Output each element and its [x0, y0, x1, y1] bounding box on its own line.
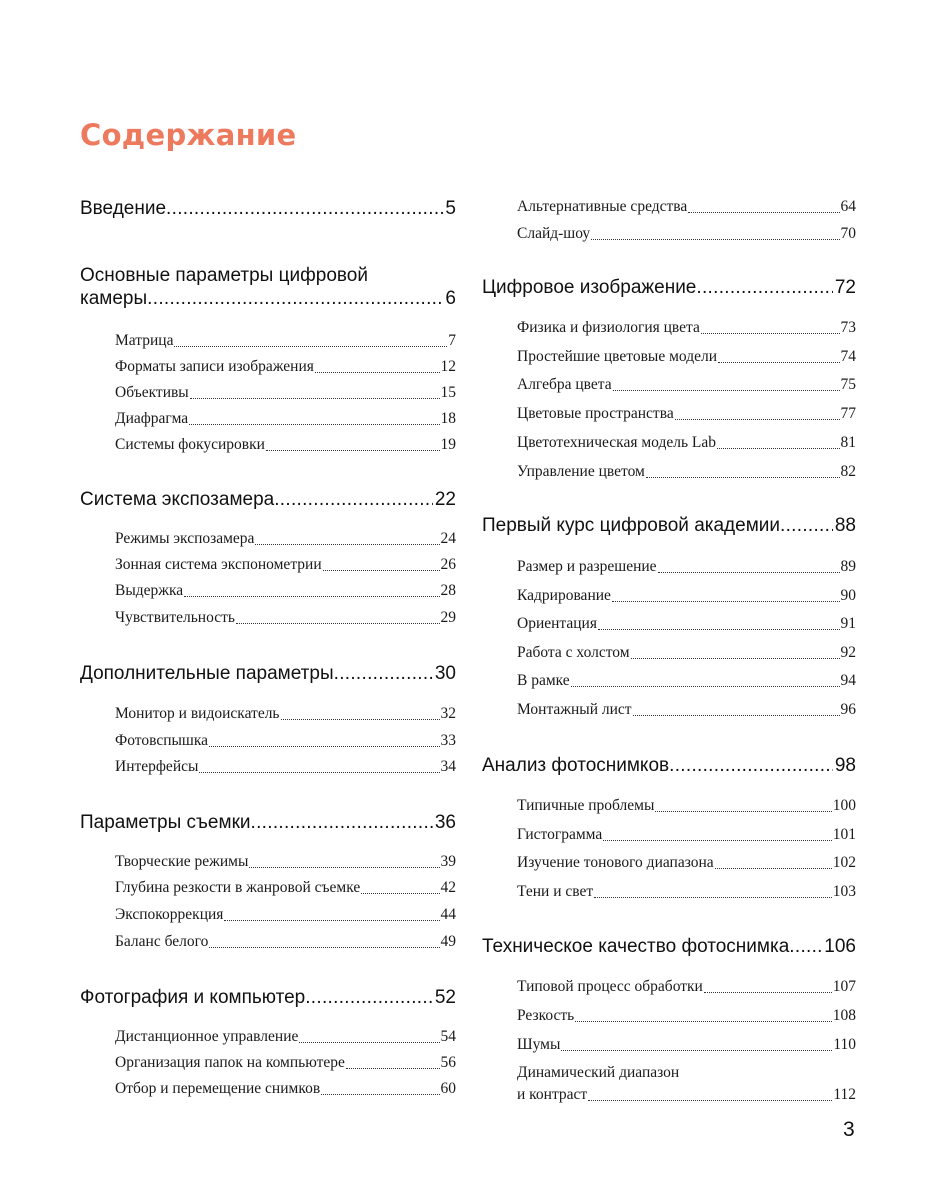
toc-item[interactable] [115, 555, 456, 575]
toc-item[interactable] [517, 643, 856, 663]
item-title: Ориентация [517, 615, 597, 632]
dot-leader [688, 197, 839, 217]
item-page: 15 [440, 384, 456, 401]
item-page: 19 [440, 436, 456, 453]
toc-item[interactable] [517, 796, 856, 816]
dot-leader [251, 811, 433, 834]
item-page: 94 [840, 672, 856, 689]
toc-item[interactable] [517, 586, 856, 606]
item-page: 90 [840, 587, 856, 604]
item-page: 110 [833, 1036, 856, 1053]
item-title: Работа с холстом [517, 644, 630, 661]
item-page: 91 [840, 615, 856, 632]
dot-leader [594, 882, 832, 902]
dot-leader [305, 986, 433, 1009]
chapter-page: 72 [834, 277, 856, 298]
dot-leader [704, 977, 832, 997]
dot-leader [575, 1006, 832, 1026]
toc-item[interactable] [115, 529, 456, 549]
item-page: 28 [440, 582, 456, 599]
item-title: Простейшие цветовые модели [517, 348, 718, 365]
toc-item[interactable] [115, 878, 456, 898]
toc-chapter[interactable] [80, 488, 456, 511]
item-page: 60 [440, 1080, 456, 1097]
chapter-title: Параметры съемки [80, 812, 251, 833]
chapter-title: Первый курс цифровой академии [482, 515, 780, 536]
toc-item[interactable] [517, 462, 856, 482]
chapter-page: 6 [445, 288, 456, 309]
item-page: 26 [440, 556, 456, 573]
item-page: 89 [840, 558, 856, 575]
toc-item[interactable] [517, 347, 856, 367]
dot-leader [281, 704, 440, 724]
page-title: Содержание [80, 118, 297, 152]
item-page: 107 [832, 978, 856, 995]
chapter-title: Техническое качество фотоснимка [482, 936, 790, 957]
chapter-title-line: Основные параметры цифровой [80, 265, 368, 286]
dot-leader [189, 409, 439, 429]
dot-leader [655, 796, 831, 816]
item-title: Матрица [115, 332, 174, 349]
toc-chapter[interactable] [80, 197, 456, 220]
dot-leader [588, 1085, 832, 1105]
dot-leader [255, 529, 439, 549]
chapter-title: Введение [80, 198, 167, 219]
dot-leader [789, 935, 822, 958]
toc-chapter[interactable] [482, 754, 856, 777]
item-title: Выдержка [115, 582, 184, 599]
item-title: Физика и физиология цвета [517, 319, 700, 336]
toc-chapter[interactable] [80, 662, 456, 685]
toc-item[interactable] [517, 825, 856, 845]
toc-item[interactable] [517, 671, 856, 691]
toc-item[interactable] [115, 932, 456, 952]
chapter-page: 30 [434, 663, 456, 684]
toc-item[interactable] [517, 853, 856, 873]
item-title: Шумы [517, 1036, 561, 1053]
item-page: 81 [840, 434, 856, 451]
item-page: 75 [840, 376, 856, 393]
item-title: Изучение тонового диапазона [517, 854, 714, 871]
toc-item[interactable] [517, 1006, 856, 1026]
dot-leader [346, 1053, 440, 1073]
item-page: 44 [440, 906, 456, 923]
chapter-page: 5 [445, 198, 456, 219]
item-title: Монтажный лист [517, 701, 632, 718]
dot-leader [591, 224, 839, 244]
item-title: Интерфейсы [115, 758, 199, 775]
item-title: Типовой процесс обработки [517, 978, 703, 995]
item-page: 49 [440, 933, 456, 950]
item-title: Дистанционное управление [115, 1028, 299, 1045]
item-title: Слайд-шоу [517, 225, 591, 242]
item-title: Управление цветом [517, 463, 645, 480]
item-title: Монитор и видоискатель [115, 705, 280, 722]
item-page: 101 [832, 826, 856, 843]
toc-item[interactable] [115, 852, 456, 872]
item-page: 32 [440, 705, 456, 722]
item-title: Отбор и перемещение снимков [115, 1080, 321, 1097]
dot-leader [561, 1035, 832, 1055]
toc-item[interactable] [115, 731, 456, 751]
toc-item[interactable] [517, 318, 856, 338]
dot-leader [334, 662, 433, 685]
item-title: Алгебра цвета [517, 376, 612, 393]
dot-leader [598, 614, 840, 634]
item-title-line: Динамический диапазон [517, 1064, 680, 1081]
item-title: Типичные проблемы [517, 797, 655, 814]
item-page: 108 [832, 1007, 856, 1024]
toc-item[interactable] [517, 433, 856, 453]
item-title: Цветотехническая модель Lab [517, 434, 716, 451]
toc-item[interactable] [115, 435, 456, 455]
dot-leader [147, 287, 443, 310]
dot-leader [224, 905, 439, 925]
item-title: Чувствительность [115, 609, 235, 626]
toc-item[interactable] [115, 1053, 456, 1073]
toc-item[interactable] [115, 757, 456, 777]
chapter-page: 36 [434, 812, 456, 833]
item-page: 24 [440, 530, 456, 547]
chapter-page: 98 [834, 755, 856, 776]
dot-leader [361, 878, 439, 898]
dot-leader [190, 383, 440, 403]
toc-item[interactable] [517, 375, 856, 395]
toc-item[interactable] [517, 977, 856, 997]
item-page: 39 [440, 853, 456, 870]
item-page: 112 [833, 1086, 856, 1103]
dot-leader [718, 347, 839, 367]
dot-leader [321, 1079, 439, 1099]
item-title-line: и контраст [517, 1086, 588, 1103]
item-page: 96 [840, 701, 856, 718]
toc-item[interactable] [115, 905, 456, 925]
item-title: Баланс белого [115, 933, 209, 950]
item-page: 42 [440, 879, 456, 896]
toc-item[interactable] [115, 1027, 456, 1047]
toc-chapter[interactable] [482, 276, 856, 299]
item-title: Творческие режимы [115, 853, 249, 870]
dot-leader [696, 276, 832, 299]
chapter-title: Фотография и компьютер [80, 987, 306, 1008]
dot-leader [299, 1027, 439, 1047]
dot-leader [603, 825, 832, 845]
chapter-title: Дополнительные параметры [80, 663, 334, 684]
chapter-page: 22 [434, 489, 456, 510]
item-page: 34 [440, 758, 456, 775]
item-page: 103 [832, 883, 856, 900]
item-title: Тени и свет [517, 883, 594, 900]
dot-leader [780, 514, 833, 537]
dot-leader [236, 608, 440, 628]
toc-item[interactable] [115, 331, 456, 351]
item-title: Организация папок на компьютере [115, 1054, 345, 1071]
dot-leader [323, 555, 440, 575]
toc-item[interactable] [517, 404, 856, 424]
page-number: 3 [843, 1118, 855, 1141]
item-title: Зонная система экспонометрии [115, 556, 322, 573]
dot-leader [675, 404, 840, 424]
dot-leader [658, 557, 840, 577]
item-title: Форматы записи изображения [115, 358, 314, 375]
dot-leader [174, 331, 447, 351]
toc-item[interactable] [115, 357, 456, 377]
dot-leader [184, 581, 439, 601]
item-title: Глубина резкости в жанровой съемке [115, 879, 361, 896]
chapter-title: Анализ фотоснимков [482, 755, 670, 776]
chapter-title-line: камеры [80, 288, 148, 309]
item-page: 82 [840, 463, 856, 480]
item-page: 102 [832, 854, 856, 871]
toc-item[interactable] [517, 1035, 856, 1055]
toc-item[interactable] [517, 224, 856, 244]
toc-item[interactable] [517, 614, 856, 634]
dot-leader [631, 643, 840, 663]
toc-chapter[interactable] [80, 986, 456, 1009]
dot-leader [717, 433, 840, 453]
item-title: Резкость [517, 1007, 575, 1024]
toc-item[interactable] [517, 557, 856, 577]
item-page: 92 [840, 644, 856, 661]
item-page: 64 [840, 198, 856, 215]
item-page: 73 [840, 319, 856, 336]
dot-leader [612, 586, 840, 606]
dot-leader [209, 731, 439, 751]
dot-leader [613, 375, 840, 395]
item-page: 12 [440, 358, 456, 375]
toc-item[interactable] [115, 581, 456, 601]
toc-chapter[interactable] [80, 811, 456, 834]
item-title: Экспокоррекция [115, 906, 224, 923]
item-page: 74 [840, 348, 856, 365]
item-title: В рамке [517, 672, 570, 689]
toc-item[interactable] [517, 882, 856, 902]
toc-item[interactable] [115, 1079, 456, 1099]
toc-item[interactable] [115, 704, 456, 724]
dot-leader [249, 852, 439, 872]
item-title: Кадрирование [517, 587, 611, 604]
toc-chapter[interactable] [80, 264, 456, 310]
dot-leader [715, 853, 832, 873]
dot-leader [315, 357, 440, 377]
toc-item[interactable] [517, 1063, 856, 1105]
dot-leader [571, 671, 840, 691]
chapter-page: 106 [824, 936, 856, 957]
chapter-page: 52 [434, 987, 456, 1008]
item-page: 56 [440, 1054, 456, 1071]
item-title: Размер и разрешение [517, 558, 657, 575]
toc-chapter[interactable] [482, 935, 856, 958]
toc-item[interactable] [115, 608, 456, 628]
chapter-title: Цифровое изображение [482, 277, 697, 298]
toc-item[interactable] [517, 197, 856, 217]
item-page: 29 [440, 609, 456, 626]
item-title: Диафрагма [115, 410, 189, 427]
toc-item[interactable] [517, 700, 856, 720]
item-page: 77 [840, 405, 856, 422]
dot-leader [274, 488, 433, 511]
toc-item[interactable] [115, 383, 456, 403]
dot-leader [209, 932, 439, 952]
toc-chapter[interactable] [482, 514, 856, 537]
item-page: 100 [832, 797, 856, 814]
item-page: 18 [440, 410, 456, 427]
item-title: Системы фокусировки [115, 436, 265, 453]
dot-leader [646, 462, 840, 482]
item-page: 7 [448, 332, 456, 349]
dot-leader [701, 318, 840, 338]
item-title: Фотовспышка [115, 732, 209, 749]
item-title: Цветовые пространства [517, 405, 674, 422]
item-page: 54 [440, 1028, 456, 1045]
dot-leader [669, 754, 833, 777]
toc-item[interactable] [115, 409, 456, 429]
item-title: Альтернативные средства [517, 198, 688, 215]
chapter-page: 88 [834, 515, 856, 536]
item-page: 33 [440, 732, 456, 749]
dot-leader [633, 700, 840, 720]
dot-leader [199, 757, 439, 777]
item-title: Гистограмма [517, 826, 603, 843]
item-page: 70 [840, 225, 856, 242]
dot-leader [166, 197, 443, 220]
chapter-title: Система экспозамера [80, 489, 275, 510]
item-title: Объективы [115, 384, 189, 401]
dot-leader [266, 435, 440, 455]
item-title: Режимы экспозамера [115, 530, 255, 547]
